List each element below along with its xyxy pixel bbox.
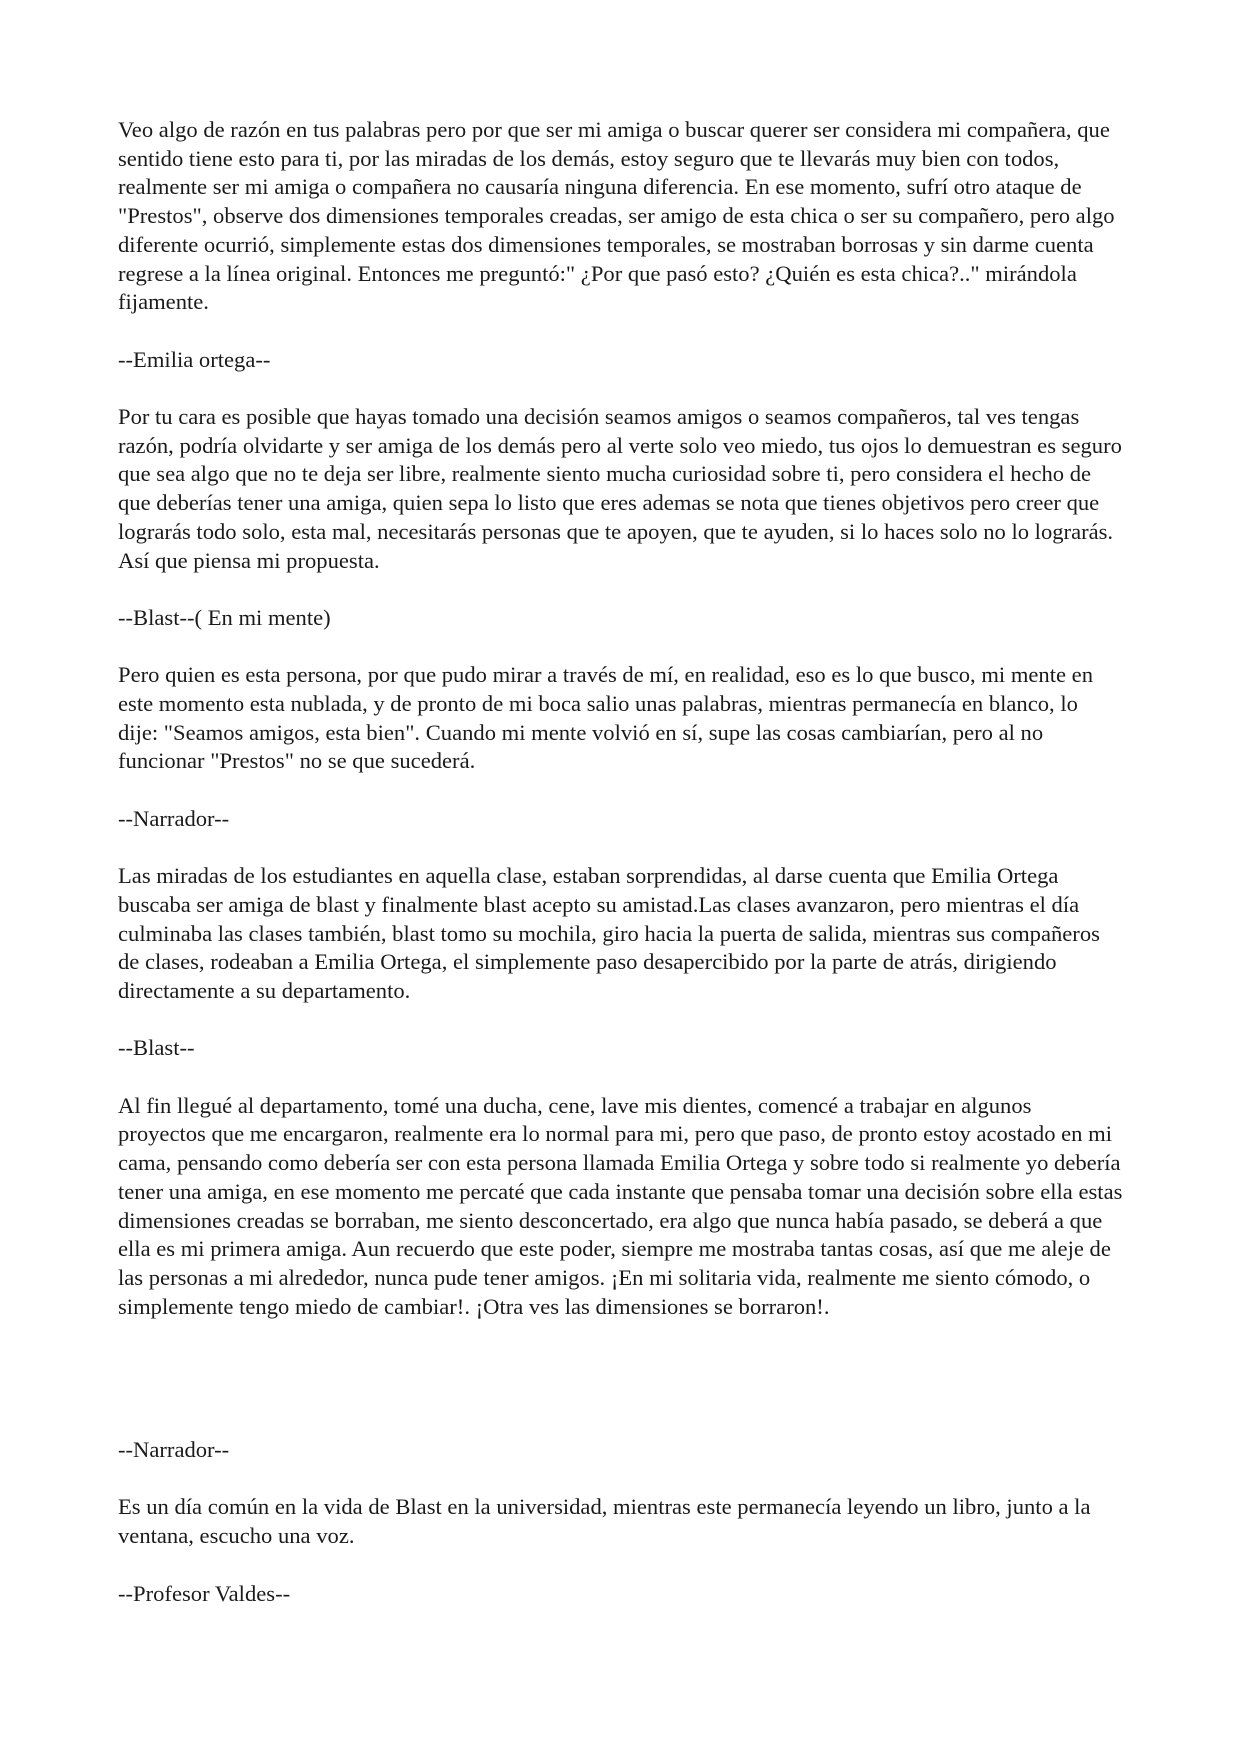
paragraph: Pero quien es esta persona, por que pudo mirar a través de mí, en realidad, eso es lo que busco, mi mente en este momento esta nublada, y de pronto de mi boca salio unas palabras, mientras permanecía en blanco, lo dije: "Seamos amigos, esta bien". Cuando mi mente volvió en sí, supe las cosas cambiarían, pero al no funcionar "Prestos" no se que sucederá. (118, 662, 1093, 774)
document-page (118, 116, 1123, 1637)
paragraph: Al fin llegué al departamento, tomé una ducha, cene, lave mis dientes, comencé a trabajar en algunos proyectos que me encargaron, realmente era lo normal para mi, pero que paso, de pronto estoy acostado en mi cama, pensando como debería ser con esta persona llamada Emilia Ortega y sobre todo si realmente yo debería tener una amiga, en ese momento me percaté que cada instante que pensaba tomar una decisión sobre ella estas dimensiones creadas se borraban, me siento desconcertado, era algo que nunca había pasado, se deberá a que ella es mi primera amiga. Aun recuerdo que este poder, siempre me mostraba tantas cosas, así que me aleje de las personas a mi alrededor, nunca pude tener amigos. ¡En mi solitaria vida, realmente me siento cómodo, o simplemente tengo miedo de cambiar!. ¡Otra ves las dimensiones se borraron!. (118, 1092, 1123, 1319)
speaker-heading: --Profesor Valdes-- (118, 1580, 291, 1606)
speaker-heading: --Narrador-- (118, 805, 230, 831)
speaker-heading: --Blast--( En mi mente) (118, 604, 331, 630)
paragraph: Por tu cara es posible que hayas tomado una decisión seamos amigos o seamos compañeros, tal ves tengas razón, podría olvidarte y ser amiga de los demás pero al verte solo veo miedo, tus ojos lo demuestran es seguro que sea algo que no te deja ser libre, realmente siento mucha curiosidad sobre ti, pero considera el hecho de que deberías tener una amiga, quien sepa lo listo que eres ademas se nota que tienes objetivos pero creer que lograrás todo solo, esta mal, necesitarás personas que te apoyen, que te ayuden, si lo haces solo no lo lograrás. Así que piensa mi propuesta. (118, 404, 1122, 573)
speaker-heading: --Emilia ortega-- (118, 346, 271, 372)
paragraph: Es un día común en la vida de Blast en la universidad, mientras este permanecía leyendo un libro, junto a la ventana, escucho una voz. (118, 1494, 1091, 1549)
paragraph: Veo algo de razón en tus palabras pero por que ser mi amiga o buscar querer ser considera mi compañera, que sentido tiene esto para ti, por las miradas de los demás, estoy seguro que te llevarás muy bien con todos, realmente ser mi amiga o compañera no causaría ninguna diferencia. En ese momento, sufrí otro ataque de "Prestos", observe dos dimensiones temporales creadas, ser amigo de esta chica o ser su compañero, pero algo diferente ocurrió, simplemente estas dos dimensiones temporales, se mostraban borrosas y sin darme cuenta regrese a la línea original. Entonces me preguntó:" ¿Por que pasó esto? ¿Quién es esta chica?.." mirándola fijamente. (118, 117, 1115, 315)
speaker-heading: --Blast-- (118, 1035, 195, 1061)
blank-space (118, 1350, 1123, 1436)
speaker-heading: --Narrador-- (118, 1437, 230, 1463)
paragraph: Las miradas de los estudiantes en aquella clase, estaban sorprendidas, al darse cuenta que Emilia Ortega buscaba ser amiga de blast y finalmente blast acepto su amistad.Las clases avanzaron, pero mientras el día culminaba las clases también, blast tomo su mochila, giro hacia la puerta de salida, mientras sus compañeros de clases, rodeaban a Emilia Ortega, el simplemente paso desapercibido por la parte de atrás, dirigiendo directamente a su departamento. (118, 863, 1100, 1003)
